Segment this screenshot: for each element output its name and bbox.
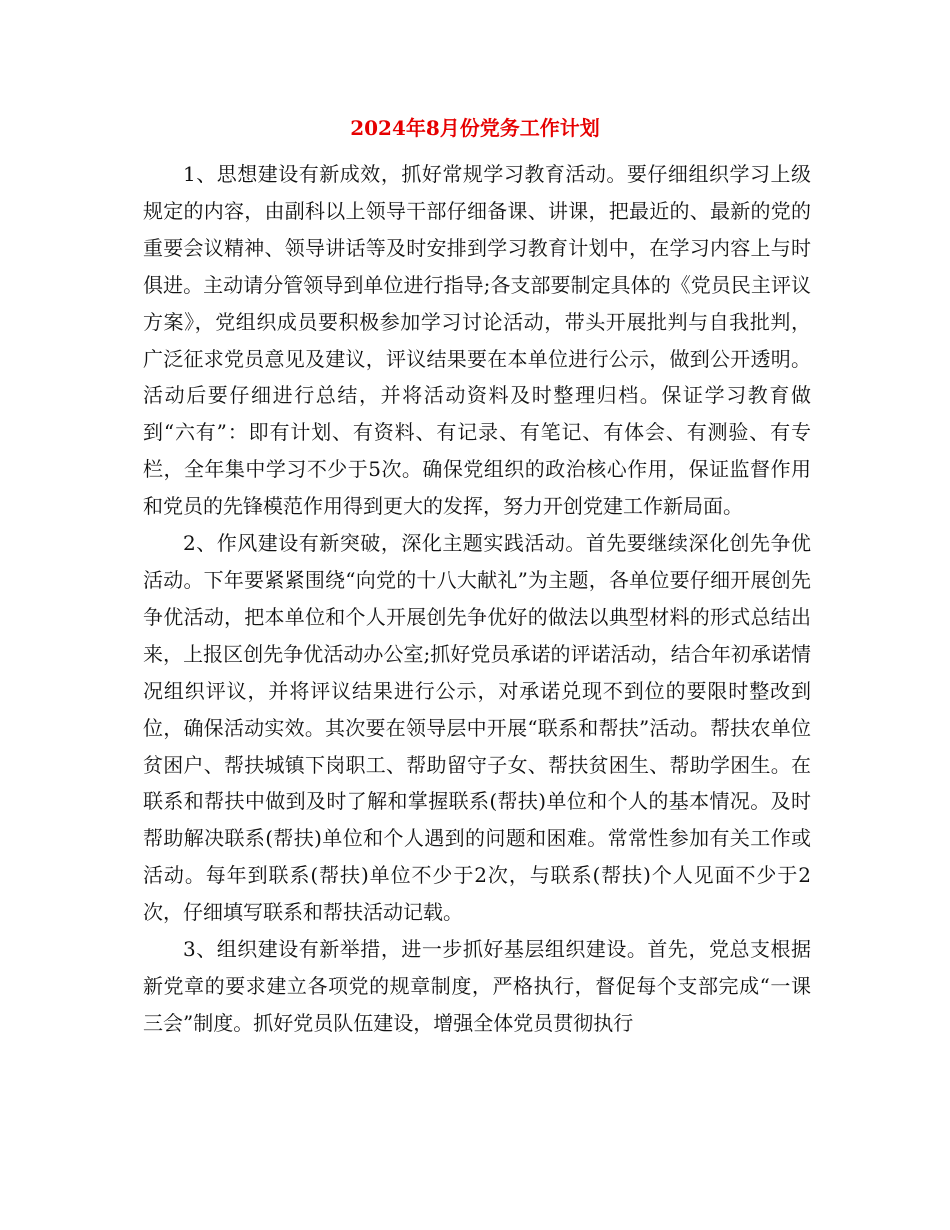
document-title: 2024年8月份党务工作计划 — [350, 116, 600, 140]
paragraph-style-building: 2、作风建设有新突破，深化主题实践活动。首先要继续深化创先争优活动。下年要紧紧围绕“向党的十八大献礼”为主题，各单位要仔细开展创先争优活动，把本单位和个人开展创先争优好的做法以典型材料的形式总结出来，上报区创先争优活动办公室;抓好党员承诺的评诺活动，结合年初承诺情况组织评议，并将评议结果进行公示，对承诺兑现不到位的要限时整改到位，确保活动实效。其次要在领导层中开展“联系和帮扶”活动。帮扶农单位贫困户、帮扶城镇下岗职工、帮助留守子女、帮扶贫困生、帮助学困生。在联系和帮扶中做到及时了解和掌握联系(帮扶)单位和个人的基本情况。及时帮助解决联系(帮扶)单位和个人遇到的问题和困难。常常性参加有关工作或活动。每年到联系(帮扶)单位不少于2次，与联系(帮扶)个人见面不少于2次，仔细填写联系和帮扶活动记载。 — [143, 531, 811, 925]
paragraph-ideology-building: 1、思想建设有新成效，抓好常规学习教育活动。要仔细组织学习上级规定的内容，由副科以上领导干部仔细备课、讲课，把最近的、最新的党的重要会议精神、领导讲话等及时安排到学习教育计划中，在学习内容上与时俱进。主动请分管领导到单位进行指导;各支部要制定具体的《党员民主评议方案》，党组织成员要积极参加学习讨论活动，带头开展批判与自我批判，广泛征求党员意见及建议，评议结果要在本单位进行公示，做到公开透明。活动后要仔细进行总结，并将活动资料及时整理归档。保证学习教育做到“六有”：即有计划、有资料、有记录、有笔记、有体会、有测验、有专栏，全年集中学习不少于5次。确保党组织的政治核心作用，保证监督作用和党员的先锋模范作用得到更大的发挥，努力开创党建工作新局面。 — [143, 162, 811, 519]
document-body — [143, 156, 811, 1042]
paragraph-organization-building: 3、组织建设有新举措，进一步抓好基层组织建设。首先，党总支根据新党章的要求建立各项党的规章制度，严格执行，督促每个支部完成“一课三会”制度。抓好党员队伍建设，增强全体党员贯彻执行 — [143, 937, 811, 1035]
